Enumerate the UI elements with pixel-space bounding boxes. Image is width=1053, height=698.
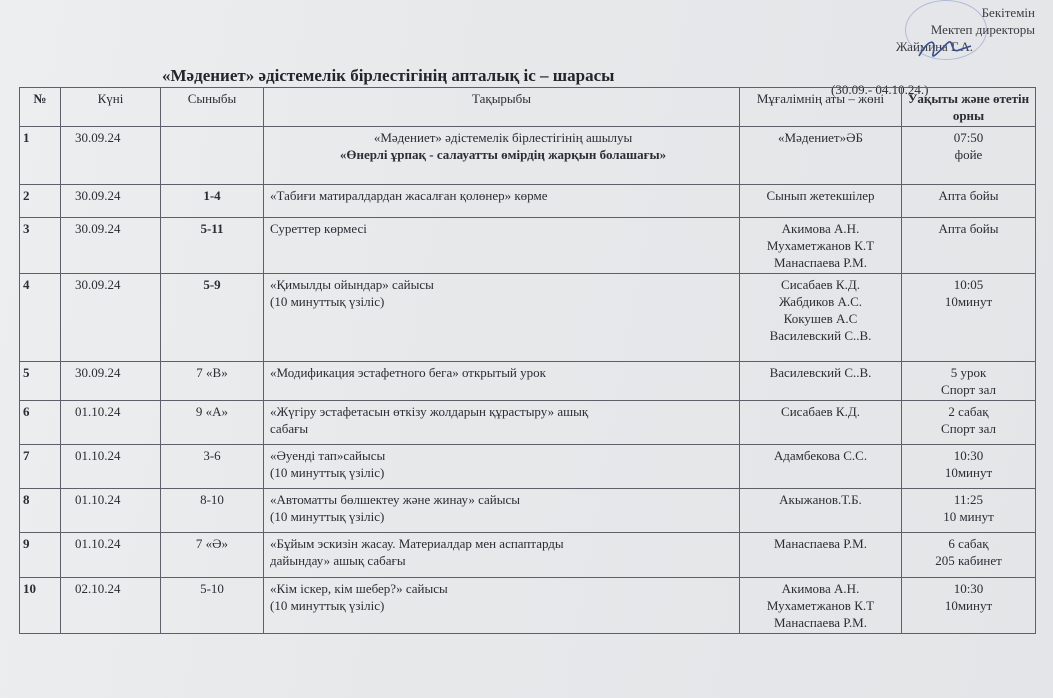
row-time-place [902,127,1036,185]
header-class: Сыныбы [161,88,264,127]
row-date: 30.09.24 [61,362,161,401]
row-date: 01.10.24 [61,445,161,489]
cell-line: 10:30 [953,581,984,596]
header-date: Күні [61,88,161,127]
row-number: 7 [20,445,61,489]
row-class: 3-6 [161,445,264,489]
cell-line: «Қимылды ойындар» сайысы [270,277,434,292]
row-class: 5-11 [161,218,264,274]
table-row [20,127,1036,185]
cell-line: «Жүгіру эстафетасын өткізу жолдарын құрастыру» ашық [270,404,589,419]
row-topic [264,127,740,185]
cell-line: 11:25 [953,492,984,507]
cell-line: 07:50 [953,130,984,145]
cell-line: Жабдиков А.С. [778,294,863,309]
cell-line: Манаспаева Р.М. [774,255,867,270]
cell-line: Мухаметжанов К.Т [766,238,875,253]
row-teacher [740,218,902,274]
row-topic [264,274,740,362]
row-teacher [740,489,902,533]
row-date: 02.10.24 [61,578,161,634]
cell-line: Апта бойы [938,188,999,203]
cell-line: Кокушев А.С [783,311,858,326]
approval-line-3: Жаймина Г.А. [895,39,973,54]
row-topic [264,489,740,533]
cell-line: (10 минуттық үзіліс) [270,598,385,613]
schedule-table [19,87,1036,634]
cell-line: Сынып жетекшілер [766,188,875,203]
row-teacher [740,185,902,218]
row-teacher [740,445,902,489]
row-class: 9 «А» [161,401,264,445]
row-number: 4 [20,274,61,362]
cell-line: 6 сабақ [948,536,989,551]
cell-line: 10:30 [953,448,984,463]
row-topic [264,578,740,634]
cell-line: (10 минуттық үзіліс) [270,509,385,524]
table-row [20,445,1036,489]
row-number: 5 [20,362,61,401]
table-row [20,218,1036,274]
cell-line: 10минут [944,465,993,480]
cell-line: «Модификация эстафетного бега» открытый урок [270,365,546,380]
row-date: 30.09.24 [61,127,161,185]
row-topic [264,401,740,445]
cell-line: Василевский С..В. [769,365,872,380]
table-row [20,274,1036,362]
director-signature [915,34,975,64]
row-time-place [902,533,1036,578]
row-date: 01.10.24 [61,533,161,578]
row-time-place [902,489,1036,533]
cell-line: «Кім іскер, кім шебер?» сайысы [270,581,448,596]
cell-line: «Табиғи матиралдардан жасалған қолөнер» көрме [270,188,548,203]
table-row [20,533,1036,578]
cell-line: Манаспаева Р.М. [774,536,867,551]
row-number: 6 [20,401,61,445]
cell-line: 10:05 [953,277,984,292]
row-date: 01.10.24 [61,489,161,533]
cell-line: 5 урок [950,365,987,380]
cell-line: Василевский С..В. [769,328,872,343]
row-teacher [740,362,902,401]
row-time-place [902,401,1036,445]
cell-line: 10минут [944,294,993,309]
row-topic [264,218,740,274]
row-class: 5-9 [161,274,264,362]
cell-line: «Бұйым эскизін жасау. Материалдар мен аспаптарды [270,536,564,551]
cell-line: Сисабаев К.Д. [781,404,860,419]
header-num: № [20,88,61,127]
row-topic [264,185,740,218]
cell-line: Акимова А.Н. [781,221,860,236]
cell-line: «Әуенді тап»сайысы [270,448,386,463]
cell-line: (10 минуттық үзіліс) [270,294,385,309]
row-class: 7 «Ә» [161,533,264,578]
document-title: «Мәдениет» әдістемелік бірлестігінің апталық іс – шарасы [162,66,615,85]
row-number: 9 [20,533,61,578]
row-number: 1 [20,127,61,185]
row-topic [264,445,740,489]
cell-line: Адамбекова С.С. [773,448,868,463]
row-teacher [740,578,902,634]
row-number: 8 [20,489,61,533]
cell-line: Суреттер көрмесі [270,221,367,236]
header-topic: Тақырыбы [264,88,740,127]
cell-line: (10 минуттық үзіліс) [270,465,385,480]
cell-line: 205 кабинет [935,553,1002,568]
row-number: 10 [20,578,61,634]
row-class: 7 «В» [161,362,264,401]
cell-line: «Мәдениет» әдістемелік бірлестігінің ашылуы [373,130,633,145]
header-time-place: Уақыты және өтетін орны [902,88,1036,127]
row-number: 3 [20,218,61,274]
row-number: 2 [20,185,61,218]
row-class: 5-10 [161,578,264,634]
approval-line-1: Бекітемін [981,5,1035,20]
cell-line: 2 сабақ [948,404,989,419]
cell-line: Сисабаев К.Д. [781,277,860,292]
table-row [20,578,1036,634]
cell-line: «Мәдениет»ӘБ [778,130,863,145]
row-date: 01.10.24 [61,401,161,445]
row-topic [264,533,740,578]
row-time-place [902,362,1036,401]
row-class: 8-10 [161,489,264,533]
row-class [161,127,264,185]
row-teacher [740,533,902,578]
cell-line: 10минут [944,598,993,613]
row-teacher [740,401,902,445]
row-date: 30.09.24 [61,185,161,218]
row-time-place [902,445,1036,489]
table-row [20,401,1036,445]
cell-line: 10 минут [943,509,994,524]
header-teacher: Мұғалімнің аты – жөні [740,88,902,127]
row-time-place [902,578,1036,634]
cell-line: «Автоматты бөлшектеу және жинау» сайысы [270,492,520,507]
row-time-place [902,274,1036,362]
row-time-place [902,218,1036,274]
cell-line: Манаспаева Р.М. [774,615,867,630]
header-row [20,88,1036,127]
row-time-place [902,185,1036,218]
row-teacher [740,274,902,362]
date-range: (30.09.- 04.10.24.) [831,82,929,97]
approval-line-2: Мектеп директоры [930,22,1035,37]
cell-line: «Өнерлі ұрпақ - салауатты өмірдің жарқын болашағы» [339,147,667,162]
cell-line: Спорт зал [941,382,996,397]
cell-line: Акимова А.Н. [781,581,860,596]
table-row [20,489,1036,533]
cell-line: Акыжанов.Т.Б. [779,492,862,507]
row-date: 30.09.24 [61,274,161,362]
cell-line: фойе [954,147,983,162]
table-row [20,185,1036,218]
cell-line: дайындау» ашық сабағы [270,553,406,568]
cell-line: Мухаметжанов К.Т [766,598,875,613]
cell-line: Апта бойы [938,221,999,236]
cell-line: Спорт зал [941,421,996,436]
row-topic [264,362,740,401]
row-class: 1-4 [161,185,264,218]
table-row [20,362,1036,401]
row-teacher [740,127,902,185]
cell-line: сабағы [270,421,309,436]
row-date: 30.09.24 [61,218,161,274]
